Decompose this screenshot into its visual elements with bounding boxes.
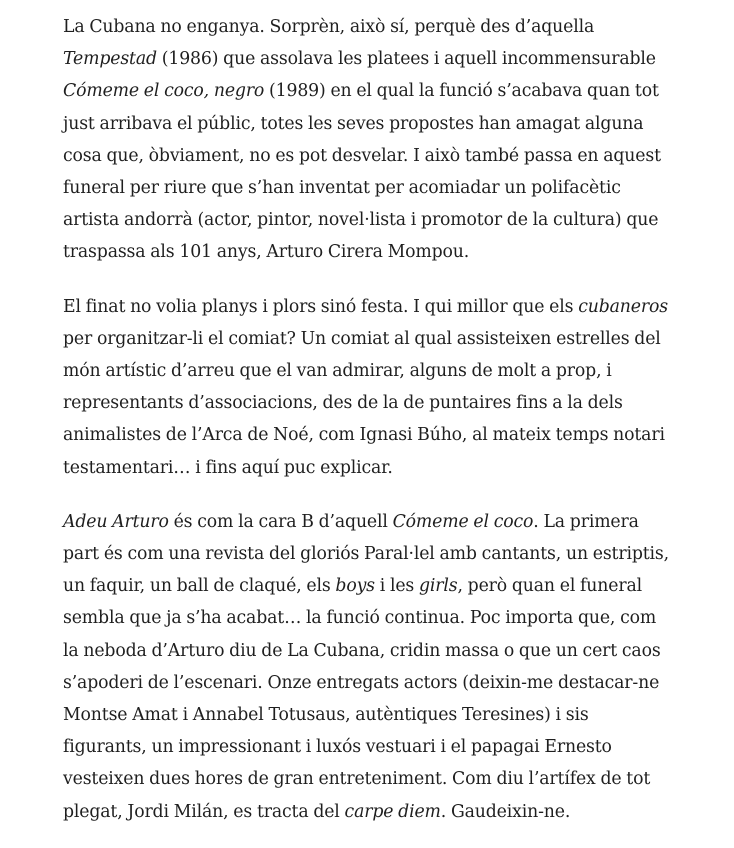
paragraph-1 [63,11,673,269]
paragraph-2 [63,291,673,484]
italic-term: boys [335,576,375,597]
text-run: (1986) que assolava les platees i aquell incommensurable [156,49,656,70]
italic-title: Cómeme el coco, negro [63,81,265,102]
italic-term: cubaneros [578,296,668,317]
text-run: és com la cara B d’aquell [168,511,393,532]
paragraph-3 [63,506,673,828]
text-run: . La primera part és com una revista del gloriós Paral·lel amb cantants, un estriptis, un faquir, un ball de claqué, els [63,511,669,597]
text-run: i les [374,576,419,597]
text-run: (1989) en el qual la funció s’acabava quan tot just arribava el públic, totes les seves propostes han amagat alguna cosa que, òbviament, no es pot desvelar. I això també passa en aquest funeral per riure que s’han inventat per acomiadar un polifacètic artista andorrà (actor, pintor, novel·lista i promotor de la cultura) que traspassa als 101 anys, Arturo Cirera Mompou. [63,81,661,263]
text-run: La Cubana no enganya. Sorprèn, això sí, perquè des d’aquella [63,17,595,37]
text-run: per organitzar-li el comiat? Un comiat al qual assisteixen estrelles del món artístic d’arreu que el van admirar, alguns de molt a prop, i representants d’associacions, des de la de puntaires fins a la dels animalistes de l’Arca de Noé, com Ignasi Búho, al mateix temps notari testamentari… i fins aquí puc explicar. [63,328,665,478]
italic-term: carpe diem [344,801,441,822]
text-run: El finat no volia planys i plors sinó festa. I qui millor que els [63,296,579,317]
italic-title: Cómeme el coco [392,511,534,532]
italic-title: Tempestad [63,49,157,70]
article-body [63,11,673,828]
text-run: , però quan el funeral sembla que ja s’ha acabat… la funció continua. Poc importa que, com la neboda d’Arturo diu de La Cubana, cridin massa o que un cert caos s’apoderi de l’escenari. Onze entregats actors (deixin-me destacar-ne Montse Amat i Annabel Totusaus, autèntiques Teresines) i sis figurants, un impressionant i luxós vestuari i el papagai Ernesto vesteixen dues hores de gran entreteniment. Com diu l’artífex de tot plegat, Jordi Milán, es tracta del [63,576,661,822]
text-run: . Gaudeixin-ne. [440,801,571,822]
italic-title: Adeu Arturo [63,511,169,532]
italic-term: girls [419,576,458,597]
